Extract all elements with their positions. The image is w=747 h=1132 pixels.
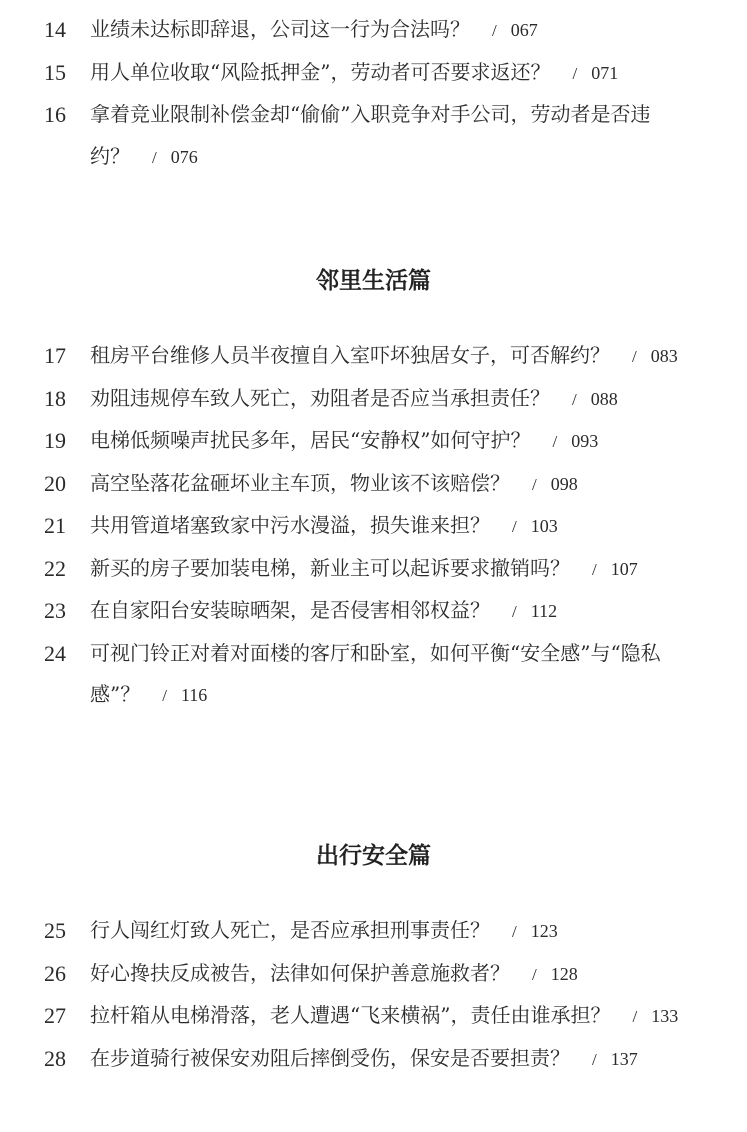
entry-body	[90, 590, 695, 633]
toc-entry[interactable]	[0, 335, 747, 378]
page-separator: /	[552, 432, 558, 451]
toc-entry[interactable]	[0, 420, 747, 463]
page-separator: /	[492, 21, 497, 40]
entry-body	[90, 910, 695, 953]
entry-title: 好心搀扶反成被告，法律如何保护善意施救者？	[90, 960, 510, 985]
entry-page-number: 116	[180, 685, 208, 705]
entry-body	[90, 378, 695, 421]
entry-number: 22	[44, 555, 66, 581]
page-separator: /	[162, 686, 167, 705]
entry-body	[90, 633, 695, 717]
entry-page-number: 071	[591, 62, 619, 83]
entry-page-number: 083	[650, 346, 678, 366]
entry-body	[90, 9, 695, 52]
entry-number: 16	[44, 102, 66, 127]
entry-title: 新买的房子要加装电梯，新业主可以起诉要求撤销吗？	[90, 555, 570, 580]
entry-title: 在自家阳台安装晾晒架，是否侵害相邻权益？	[90, 598, 490, 622]
entry-page-number: 128	[550, 963, 578, 984]
entry-body	[90, 420, 695, 463]
entry-number: 27	[44, 1003, 66, 1028]
entry-body	[90, 463, 695, 506]
toc-entry[interactable]	[0, 548, 747, 591]
entry-body	[90, 1038, 695, 1081]
section-heading-neighborhood: 邻里生活篇	[316, 268, 431, 294]
entry-page-number: 137	[610, 1048, 638, 1069]
toc-entry[interactable]	[0, 94, 747, 178]
page-separator: /	[532, 474, 537, 494]
toc-section-neighborhood	[0, 335, 747, 717]
toc-entry[interactable]	[0, 52, 747, 95]
entry-title: 租房平台维修人员半夜擅自入室吓坏独居女子，可否解约？	[90, 343, 610, 367]
toc-entry[interactable]	[0, 995, 747, 1038]
entry-title: 行人闯红灯致人死亡，是否应承担刑事责任？	[90, 918, 490, 942]
entry-page-number: 088	[590, 388, 618, 409]
page-separator: /	[152, 147, 157, 167]
entry-number: 15	[44, 59, 66, 85]
entry-page-number: 112	[530, 601, 558, 621]
entry-title: 电梯低频噪声扰民多年，居民“安静权”如何守护？	[90, 428, 531, 452]
toc-entry[interactable]	[0, 9, 747, 52]
entry-title: 在步道骑行被保安劝阻后摔倒受伤，保安是否要担责？	[90, 1045, 570, 1070]
entry-number: 24	[44, 640, 66, 666]
entry-number: 19	[44, 428, 66, 453]
page-separator: /	[632, 1007, 638, 1026]
entry-number: 17	[44, 343, 66, 368]
entry-number: 21	[44, 513, 66, 538]
page-separator: /	[512, 922, 517, 941]
toc-entry[interactable]	[0, 1038, 747, 1081]
entry-title: 劝阻违规停车致人死亡，劝阻者是否应当承担责任？	[90, 385, 550, 410]
entry-page-number: 133	[651, 1006, 679, 1026]
toc-section-travel-safety	[0, 910, 747, 1080]
entry-page-number: 107	[610, 558, 638, 579]
entry-body	[90, 953, 695, 996]
page-separator: /	[512, 517, 517, 536]
entry-page-number: 076	[170, 146, 198, 167]
entry-number: 23	[44, 598, 66, 623]
toc-entry[interactable]	[0, 378, 747, 421]
entry-title: 用人单位收取“风险抵押金”，劳动者可否要求返还？	[90, 59, 551, 84]
entry-page-number: 067	[510, 20, 538, 40]
entry-body	[90, 995, 695, 1038]
page-separator: /	[512, 602, 517, 621]
toc-entry[interactable]	[0, 953, 747, 996]
section-heading-travel-safety: 出行安全篇	[316, 843, 431, 869]
toc-entry[interactable]	[0, 505, 747, 548]
entry-body	[90, 52, 695, 95]
entry-title: 业绩未达标即辞退，公司这一行为合法吗？	[90, 17, 470, 41]
entry-page-number: 123	[530, 921, 558, 941]
page-separator: /	[572, 389, 577, 409]
entry-number: 26	[44, 960, 66, 986]
toc-entry[interactable]	[0, 633, 747, 717]
entry-number: 25	[44, 918, 66, 943]
page-separator: /	[632, 347, 637, 366]
page-separator: /	[532, 964, 537, 984]
toc-entry[interactable]	[0, 590, 747, 633]
entry-title: 拿着竞业限制补偿金却“偷偷”入职竞争对手公司，劳动者是否违约？	[90, 102, 651, 168]
toc-entry[interactable]	[0, 463, 747, 506]
entry-page-number: 103	[530, 516, 558, 536]
entry-title: 共用管道堵塞致家中污水漫溢，损失谁来担？	[90, 513, 490, 537]
entry-number: 18	[44, 385, 66, 411]
page-separator: /	[592, 559, 597, 579]
entry-number: 20	[44, 470, 66, 496]
entry-page-number: 098	[550, 473, 578, 494]
page-separator: /	[572, 63, 578, 83]
entry-body	[90, 94, 695, 178]
entry-body	[90, 335, 695, 378]
entry-title: 高空坠落花盆砸坏业主车顶，物业该不该赔偿？	[90, 470, 510, 495]
entry-title: 可视门铃正对着对面楼的客厅和卧室，如何平衡“安全感”与“隐私感”？	[90, 640, 661, 706]
entry-title: 拉杆箱从电梯滑落，老人遭遇“飞来横祸”，责任由谁承担？	[90, 1003, 611, 1027]
toc-section-labor	[0, 9, 747, 178]
toc-entry[interactable]	[0, 910, 747, 953]
entry-number: 14	[44, 17, 66, 42]
entry-page-number: 093	[571, 431, 599, 451]
entry-body	[90, 548, 695, 591]
entry-number: 28	[44, 1045, 66, 1071]
entry-body	[90, 505, 695, 548]
page-separator: /	[592, 1049, 597, 1069]
